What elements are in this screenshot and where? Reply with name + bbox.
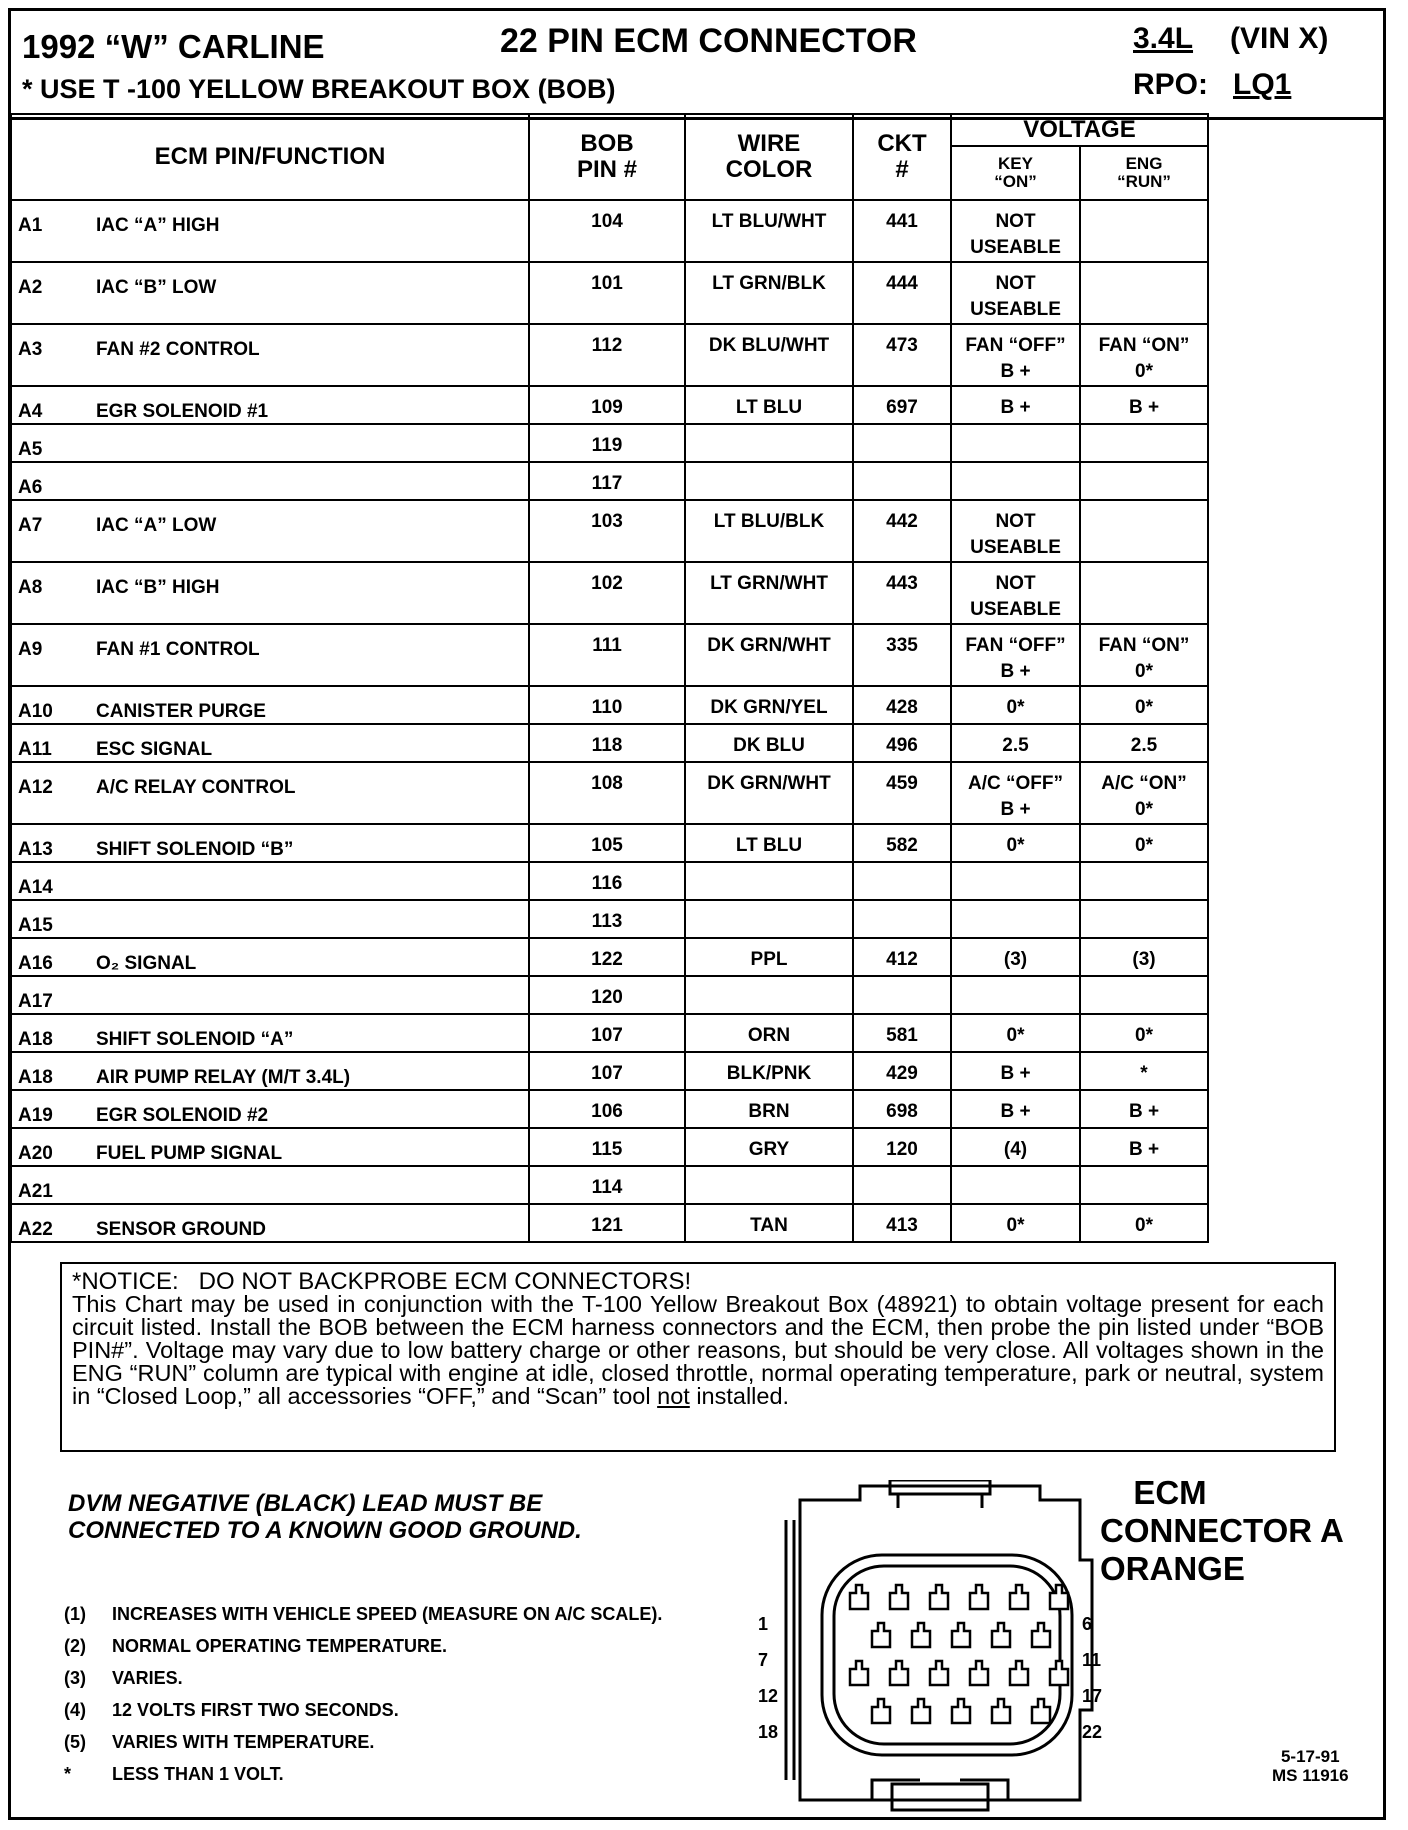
cell-pin-function — [11, 500, 529, 562]
connector-pin — [952, 1623, 970, 1647]
cell-pin: A11 — [18, 739, 52, 760]
header-title-left: 1992 “W” CARLINE — [22, 28, 325, 65]
cell-ckt: 412 — [853, 938, 951, 976]
cell-ckt: 698 — [853, 1090, 951, 1128]
cell-pin-function — [11, 976, 529, 1014]
cell-key-on — [951, 900, 1080, 938]
notice-box — [60, 1262, 1336, 1452]
cell-pin: A10 — [18, 701, 53, 722]
dvm-line-1: DVM NEGATIVE (BLACK) LEAD MUST BE — [68, 1490, 543, 1517]
cell-function: EGR SOLENOID #1 — [96, 401, 269, 422]
cell-function: A/C RELAY CONTROL — [96, 777, 296, 798]
col-function-header: ECM PIN/FUNCTION — [11, 114, 529, 200]
connector-pin — [992, 1699, 1010, 1723]
cell-bob: 103 — [529, 500, 685, 562]
notice-body-end: installed. — [689, 1383, 790, 1409]
footnote-key: (3) — [64, 1668, 86, 1688]
cell-bob: 121 — [529, 1204, 685, 1242]
cell-bob: 119 — [529, 424, 685, 462]
table-row — [11, 900, 1208, 938]
connector-pin — [912, 1699, 930, 1723]
cell-key-on: NOT USEABLE — [951, 562, 1080, 624]
cell-wire: LT BLU/BLK — [685, 500, 853, 562]
cell-wire: DK BLU/WHT — [685, 324, 853, 386]
cell-pin: A14 — [18, 877, 53, 898]
cell-bob: 109 — [529, 386, 685, 424]
connector-title-line-2: CONNECTOR A — [1100, 1512, 1344, 1549]
cell-bob: 122 — [529, 938, 685, 976]
table-row — [11, 824, 1208, 862]
cell-eng-run — [1080, 900, 1208, 938]
cell-bob: 102 — [529, 562, 685, 624]
connector-pin — [1050, 1661, 1068, 1685]
cell-bob: 114 — [529, 1166, 685, 1204]
cell-wire — [685, 976, 853, 1014]
footnote-item — [64, 1604, 662, 1636]
cell-pin-function — [11, 462, 529, 500]
cell-wire: LT BLU — [685, 386, 853, 424]
table-row — [11, 1090, 1208, 1128]
cell-wire — [685, 900, 853, 938]
cell-wire: GRY — [685, 1128, 853, 1166]
notice-body-emphasis: not — [657, 1383, 690, 1409]
cell-pin: A16 — [18, 953, 53, 974]
table-row — [11, 462, 1208, 500]
cell-key-on — [951, 976, 1080, 1014]
pin-label-left: 7 — [758, 1650, 769, 1670]
connector-pin — [930, 1585, 948, 1609]
cell-function: SHIFT SOLENOID “B” — [96, 839, 294, 860]
cell-bob: 107 — [529, 1014, 685, 1052]
footnote-key: (2) — [64, 1636, 86, 1656]
cell-function: SENSOR GROUND — [96, 1219, 266, 1240]
header-rpo-label: RPO: — [1133, 68, 1208, 101]
footnote-key: * — [64, 1764, 72, 1784]
connector-pin — [970, 1661, 988, 1685]
cell-pin-function — [11, 424, 529, 462]
col-key-on-header: KEY “ON” — [951, 146, 1080, 200]
cell-ckt: 459 — [853, 762, 951, 824]
footnote-key: (1) — [64, 1604, 86, 1624]
cell-bob: 111 — [529, 624, 685, 686]
cell-wire: DK GRN/WHT — [685, 762, 853, 824]
cell-pin-function — [11, 1166, 529, 1204]
cell-pin-function — [11, 862, 529, 900]
table-row — [11, 500, 1208, 562]
connector-pin — [890, 1585, 908, 1609]
footnote-item — [64, 1764, 662, 1796]
cell-key-on — [951, 424, 1080, 462]
connector-pin — [872, 1623, 890, 1647]
cell-ckt: 442 — [853, 500, 951, 562]
cell-wire — [685, 862, 853, 900]
cell-function: ESC SIGNAL — [96, 739, 213, 760]
cell-pin: A22 — [18, 1219, 53, 1240]
cell-function: FAN #1 CONTROL — [96, 639, 260, 660]
cell-eng-run — [1080, 500, 1208, 562]
cell-key-on: A/C “OFF” B + — [951, 762, 1080, 824]
connector-pin — [850, 1585, 868, 1609]
cell-key-on: (4) — [951, 1128, 1080, 1166]
cell-key-on: 0* — [951, 1204, 1080, 1242]
cell-wire: PPL — [685, 938, 853, 976]
pin-label-left: 12 — [758, 1686, 779, 1706]
cell-ckt: 496 — [853, 724, 951, 762]
footnote-text: VARIES. — [112, 1668, 183, 1688]
pin-label-right: 6 — [1082, 1614, 1093, 1634]
cell-ckt: 429 — [853, 1052, 951, 1090]
cell-pin: A18 — [18, 1029, 53, 1050]
cell-ckt: 582 — [853, 824, 951, 862]
cell-key-on: NOT USEABLE — [951, 200, 1080, 262]
cell-pin-function — [11, 938, 529, 976]
pin-label-right: 22 — [1082, 1722, 1103, 1742]
cell-pin-function — [11, 824, 529, 862]
cell-wire — [685, 424, 853, 462]
table-row — [11, 1166, 1208, 1204]
cell-wire: BLK/PNK — [685, 1052, 853, 1090]
cell-key-on: B + — [951, 1052, 1080, 1090]
cell-bob: 104 — [529, 200, 685, 262]
cell-wire: ORN — [685, 1014, 853, 1052]
cell-key-on — [951, 1166, 1080, 1204]
table-row — [11, 724, 1208, 762]
col-ckt-header: CKT # — [853, 114, 951, 200]
cell-pin: A12 — [18, 777, 53, 798]
cell-bob: 118 — [529, 724, 685, 762]
connector-pin — [930, 1661, 948, 1685]
cell-key-on — [951, 862, 1080, 900]
cell-wire: TAN — [685, 1204, 853, 1242]
cell-function: AIR PUMP RELAY (M/T 3.4L) — [96, 1067, 351, 1088]
notice-body-text: This Chart may be used in conjunction with the T-100 Yellow Breakout Box (48921) to obtain voltage present for each circuit listed. Install the BOB between the ECM harness connectors and the ECM, then probe the pin listed under “BOB PIN#”. Voltage may vary due to low battery charge or other reasons, but should be very close. All voltages shown in the ENG “RUN” column are typical with engine at idle, closed throttle, normal operating temperature, park or neutral, system in “Closed Loop,” all accessories “OFF,” and “Scan” tool — [72, 1291, 1324, 1409]
cell-ckt: 473 — [853, 324, 951, 386]
connector-pin — [1010, 1661, 1028, 1685]
cell-function: IAC “A” HIGH — [96, 215, 220, 236]
cell-eng-run — [1080, 862, 1208, 900]
dvm-line-2: CONNECTED TO A KNOWN GOOD GROUND. — [68, 1517, 582, 1544]
cell-function: CANISTER PURGE — [96, 701, 266, 722]
cell-ckt: 441 — [853, 200, 951, 262]
ecm-connector-diagram — [780, 1480, 1103, 1820]
header-vin: (VIN X) — [1230, 22, 1329, 55]
table-row — [11, 1128, 1208, 1166]
document-code — [1272, 1747, 1349, 1785]
cell-bob: 108 — [529, 762, 685, 824]
cell-pin-function — [11, 262, 529, 324]
cell-function: IAC “B” LOW — [96, 277, 217, 298]
ecm-pin-table — [10, 113, 1209, 1243]
connector-title-line-1: ECM — [1133, 1474, 1207, 1511]
pin-label-left: 18 — [758, 1722, 779, 1742]
notice-body — [72, 1293, 1324, 1408]
cell-wire: BRN — [685, 1090, 853, 1128]
footnote-text: 12 VOLTS FIRST TWO SECONDS. — [112, 1700, 399, 1720]
cell-ckt: 443 — [853, 562, 951, 624]
cell-function: IAC “A” LOW — [96, 515, 217, 536]
cell-bob: 117 — [529, 462, 685, 500]
dvm-warning — [68, 1490, 582, 1544]
cell-pin-function — [11, 200, 529, 262]
cell-key-on: 0* — [951, 1014, 1080, 1052]
cell-ckt: 428 — [853, 686, 951, 724]
cell-eng-run: B + — [1080, 1128, 1208, 1166]
cell-pin-function — [11, 1128, 529, 1166]
cell-pin-function — [11, 562, 529, 624]
cell-wire — [685, 462, 853, 500]
table-row — [11, 324, 1208, 386]
header — [8, 8, 1386, 120]
header-rpo-value: LQ1 — [1233, 68, 1292, 101]
cell-eng-run: B + — [1080, 386, 1208, 424]
cell-eng-run: FAN “ON” 0* — [1080, 624, 1208, 686]
col-eng-run-header: ENG “RUN” — [1080, 146, 1208, 200]
cell-pin-function — [11, 762, 529, 824]
notice-heading: *NOTICE: DO NOT BACKPROBE ECM CONNECTORS! — [72, 1268, 692, 1295]
connector-title-line-3: ORANGE — [1100, 1550, 1245, 1587]
header-subtitle: * USE T -100 YELLOW BREAKOUT BOX (BOB) — [22, 74, 616, 104]
table-row — [11, 686, 1208, 724]
cell-eng-run — [1080, 976, 1208, 1014]
table-row — [11, 386, 1208, 424]
cell-bob: 116 — [529, 862, 685, 900]
cell-key-on: B + — [951, 1090, 1080, 1128]
cell-wire: DK GRN/YEL — [685, 686, 853, 724]
table-row — [11, 1014, 1208, 1052]
cell-eng-run: 2.5 — [1080, 724, 1208, 762]
cell-pin-function — [11, 324, 529, 386]
connector-pin — [890, 1661, 908, 1685]
connector-pin — [992, 1623, 1010, 1647]
cell-key-on: NOT USEABLE — [951, 262, 1080, 324]
connector-pin — [1010, 1585, 1028, 1609]
footnote-text: NORMAL OPERATING TEMPERATURE. — [112, 1636, 448, 1656]
cell-pin: A19 — [18, 1105, 53, 1126]
table-row — [11, 424, 1208, 462]
cell-pin: A4 — [18, 401, 43, 422]
footnote-item — [64, 1668, 662, 1700]
cell-pin-function — [11, 1014, 529, 1052]
cell-ckt: 697 — [853, 386, 951, 424]
cell-pin: A5 — [18, 439, 43, 460]
document-date: 5-17-91 — [1280, 1747, 1340, 1766]
cell-bob: 106 — [529, 1090, 685, 1128]
connector-title — [1100, 1474, 1344, 1588]
cell-bob: 120 — [529, 976, 685, 1014]
cell-eng-run — [1080, 1166, 1208, 1204]
footnote-key: (4) — [64, 1700, 86, 1720]
cell-key-on: 0* — [951, 686, 1080, 724]
cell-ckt — [853, 424, 951, 462]
cell-key-on — [951, 462, 1080, 500]
header-engine: 3.4L — [1133, 22, 1194, 55]
cell-eng-run: 0* — [1080, 686, 1208, 724]
cell-eng-run: 0* — [1080, 1014, 1208, 1052]
table-row — [11, 862, 1208, 900]
cell-ckt — [853, 462, 951, 500]
cell-eng-run — [1080, 462, 1208, 500]
pin-label-left: 1 — [758, 1614, 769, 1634]
cell-pin: A18 — [18, 1067, 53, 1088]
document-number: MS 11916 — [1272, 1766, 1349, 1785]
cell-pin: A15 — [18, 915, 53, 936]
col-voltage-header: VOLTAGE — [951, 114, 1208, 146]
cell-pin: A2 — [18, 277, 43, 298]
col-bob-header: BOB PIN # — [529, 114, 685, 200]
cell-eng-run — [1080, 424, 1208, 462]
table-row — [11, 262, 1208, 324]
table-row — [11, 976, 1208, 1014]
cell-eng-run: B + — [1080, 1090, 1208, 1128]
cell-bob: 115 — [529, 1128, 685, 1166]
cell-key-on: (3) — [951, 938, 1080, 976]
table-row — [11, 1052, 1208, 1090]
cell-wire: DK BLU — [685, 724, 853, 762]
footnote-text: LESS THAN 1 VOLT. — [112, 1764, 284, 1784]
cell-eng-run — [1080, 200, 1208, 262]
footnote-item — [64, 1636, 662, 1668]
footnote-text: INCREASES WITH VEHICLE SPEED (MEASURE ON A/C SCALE). — [112, 1604, 663, 1624]
cell-pin-function — [11, 386, 529, 424]
cell-pin-function — [11, 686, 529, 724]
cell-key-on: 2.5 — [951, 724, 1080, 762]
cell-key-on: FAN “OFF” B + — [951, 624, 1080, 686]
cell-bob: 101 — [529, 262, 685, 324]
cell-bob: 112 — [529, 324, 685, 386]
cell-wire: LT GRN/BLK — [685, 262, 853, 324]
header-title-center: 22 PIN ECM CONNECTOR — [500, 22, 917, 60]
cell-pin: A21 — [18, 1181, 53, 1202]
cell-pin-function — [11, 1204, 529, 1242]
cell-ckt — [853, 1166, 951, 1204]
table-row — [11, 938, 1208, 976]
table-row — [11, 1204, 1208, 1242]
table-row — [11, 200, 1208, 262]
cell-function: FAN #2 CONTROL — [96, 339, 260, 360]
cell-function: O₂ SIGNAL — [96, 953, 197, 974]
cell-pin: A13 — [18, 839, 53, 860]
cell-pin: A20 — [18, 1143, 53, 1164]
cell-wire: DK GRN/WHT — [685, 624, 853, 686]
cell-pin: A8 — [18, 577, 43, 598]
pin-label-right: 17 — [1082, 1686, 1103, 1706]
cell-function: EGR SOLENOID #2 — [96, 1105, 269, 1126]
cell-function: SHIFT SOLENOID “A” — [96, 1029, 294, 1050]
cell-pin: A6 — [18, 477, 43, 498]
footnote-item — [64, 1732, 662, 1764]
cell-key-on: 0* — [951, 824, 1080, 862]
cell-eng-run — [1080, 562, 1208, 624]
pin-label-right: 11 — [1082, 1650, 1102, 1670]
cell-pin-function — [11, 1052, 529, 1090]
col-wire-header: WIRE COLOR — [685, 114, 853, 200]
cell-wire — [685, 1166, 853, 1204]
cell-bob: 113 — [529, 900, 685, 938]
cell-pin-function — [11, 900, 529, 938]
connector-pin-grid — [850, 1585, 1068, 1723]
cell-pin: A17 — [18, 991, 53, 1012]
connector-pin — [912, 1623, 930, 1647]
cell-key-on: FAN “OFF” B + — [951, 324, 1080, 386]
cell-eng-run: A/C “ON” 0* — [1080, 762, 1208, 824]
table-row — [11, 624, 1208, 686]
cell-ckt — [853, 900, 951, 938]
cell-eng-run — [1080, 262, 1208, 324]
cell-pin: A3 — [18, 339, 43, 360]
footnote-list — [64, 1604, 662, 1796]
cell-ckt — [853, 862, 951, 900]
connector-pin — [1032, 1623, 1050, 1647]
cell-wire: LT BLU — [685, 824, 853, 862]
cell-ckt: 335 — [853, 624, 951, 686]
cell-wire: LT GRN/WHT — [685, 562, 853, 624]
cell-pin: A7 — [18, 515, 43, 536]
cell-ckt: 581 — [853, 1014, 951, 1052]
cell-pin-function — [11, 724, 529, 762]
footnote-item — [64, 1700, 662, 1732]
cell-wire: LT BLU/WHT — [685, 200, 853, 262]
connector-pin — [850, 1661, 868, 1685]
cell-bob: 107 — [529, 1052, 685, 1090]
cell-key-on: NOT USEABLE — [951, 500, 1080, 562]
cell-ckt — [853, 976, 951, 1014]
connector-pin — [1032, 1699, 1050, 1723]
cell-ckt: 413 — [853, 1204, 951, 1242]
connector-pin — [970, 1585, 988, 1609]
cell-function: FUEL PUMP SIGNAL — [96, 1143, 283, 1164]
footnote-text: VARIES WITH TEMPERATURE. — [112, 1732, 375, 1752]
cell-eng-run: * — [1080, 1052, 1208, 1090]
cell-bob: 105 — [529, 824, 685, 862]
footnote-key: (5) — [64, 1732, 86, 1752]
cell-eng-run: (3) — [1080, 938, 1208, 976]
connector-pin — [952, 1699, 970, 1723]
cell-ckt: 120 — [853, 1128, 951, 1166]
cell-eng-run: 0* — [1080, 1204, 1208, 1242]
cell-eng-run: FAN “ON” 0* — [1080, 324, 1208, 386]
cell-function: IAC “B” HIGH — [96, 577, 220, 598]
cell-key-on: B + — [951, 386, 1080, 424]
cell-pin: A1 — [18, 215, 43, 236]
cell-eng-run: 0* — [1080, 824, 1208, 862]
cell-pin-function — [11, 624, 529, 686]
connector-pin — [872, 1699, 890, 1723]
cell-ckt: 444 — [853, 262, 951, 324]
table-row — [11, 562, 1208, 624]
cell-pin: A9 — [18, 639, 43, 660]
cell-pin-function — [11, 1090, 529, 1128]
cell-bob: 110 — [529, 686, 685, 724]
table-row — [11, 762, 1208, 824]
